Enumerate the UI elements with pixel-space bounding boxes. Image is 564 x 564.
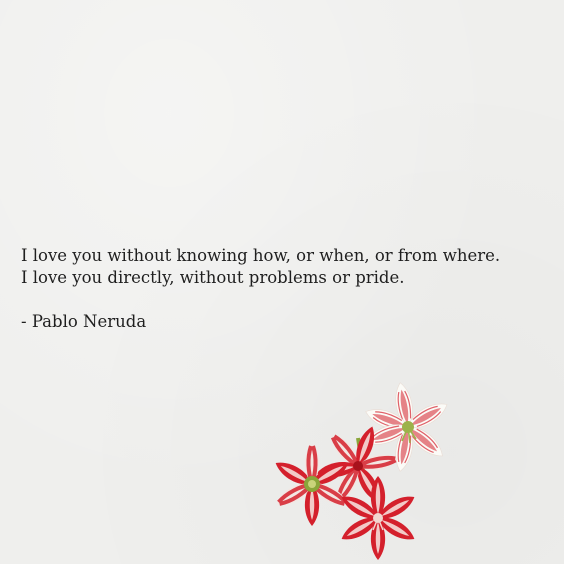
quote-line-1: I love you without knowing how, or when, or from where. <box>21 246 501 265</box>
quote-text <box>21 245 500 289</box>
quote-line-2: I love you directly, without problems or pride. <box>21 268 405 287</box>
quote-author: - Pablo Neruda <box>21 312 147 331</box>
amaryllis-flowers-icon <box>262 378 462 564</box>
